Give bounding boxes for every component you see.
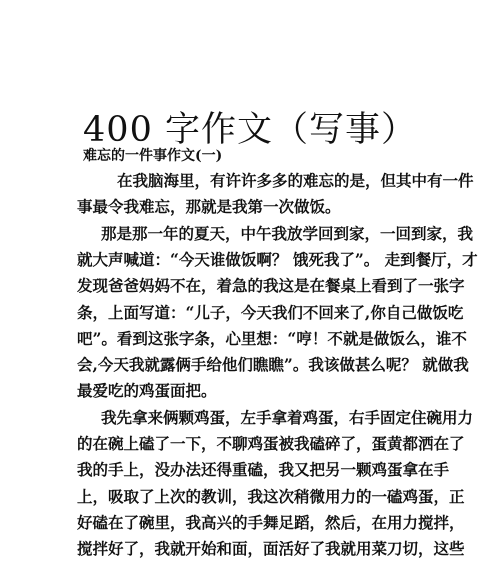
- paragraph-line: 条，上面写道：“儿子，今天我们不回来了,你自己做饭吃: [77, 303, 464, 322]
- paragraph-line: 吧”。看到这张字条，心里想：“哼！不就是做饭么，谁不: [77, 329, 467, 348]
- document-subtitle: 难忘的一件事作文(一): [83, 148, 223, 164]
- paragraph-line: 的在碗上磕了一下，不聊鸡蛋被我磕碎了，蛋黄都洒在了: [77, 434, 465, 453]
- paragraph-line: 我先拿来俩颗鸡蛋，左手拿着鸡蛋，右手固定住碗用力: [101, 408, 474, 427]
- paragraph-line: 我的手上，没办法还得重磕，我又把另一颗鸡蛋拿在手: [77, 460, 450, 479]
- paragraph-line: 会,今天我就露俩手给他们瞧瞧”。我该做甚么呢？ 就做我: [77, 355, 469, 374]
- paragraph-line: 搅拌好了，我就开始和面，面活好了我就用菜刀切，这些: [77, 539, 465, 558]
- document-title: 400 字作文（写事）: [83, 110, 417, 151]
- paragraph-line: 好磕在了碗里，我高兴的手舞足蹈，然后，在用力搅拌，: [77, 513, 465, 532]
- paragraph-line: 就大声喊道：“今天谁做饭啊？ 饿死我了”。 走到餐厅，才: [77, 250, 478, 269]
- paragraph-line: 在我脑海里，有许许多多的难忘的是，但其中有一件: [117, 171, 474, 190]
- paragraph-line: 发现爸爸妈妈不在，着急的我这是在餐桌上看到了一张字: [77, 276, 465, 295]
- paragraph-line: 最爱吃的鸡蛋面把。: [77, 381, 217, 400]
- paragraph-line: 那是那一年的夏天，中午我放学回到家，一回到家，我: [101, 224, 474, 243]
- paragraph-line: 事最令我难忘，那就是我第一次做饭。: [77, 197, 341, 216]
- paragraph-line: 上，吸取了上次的教训，我这次稍微用力的一磕鸡蛋，正: [77, 487, 465, 506]
